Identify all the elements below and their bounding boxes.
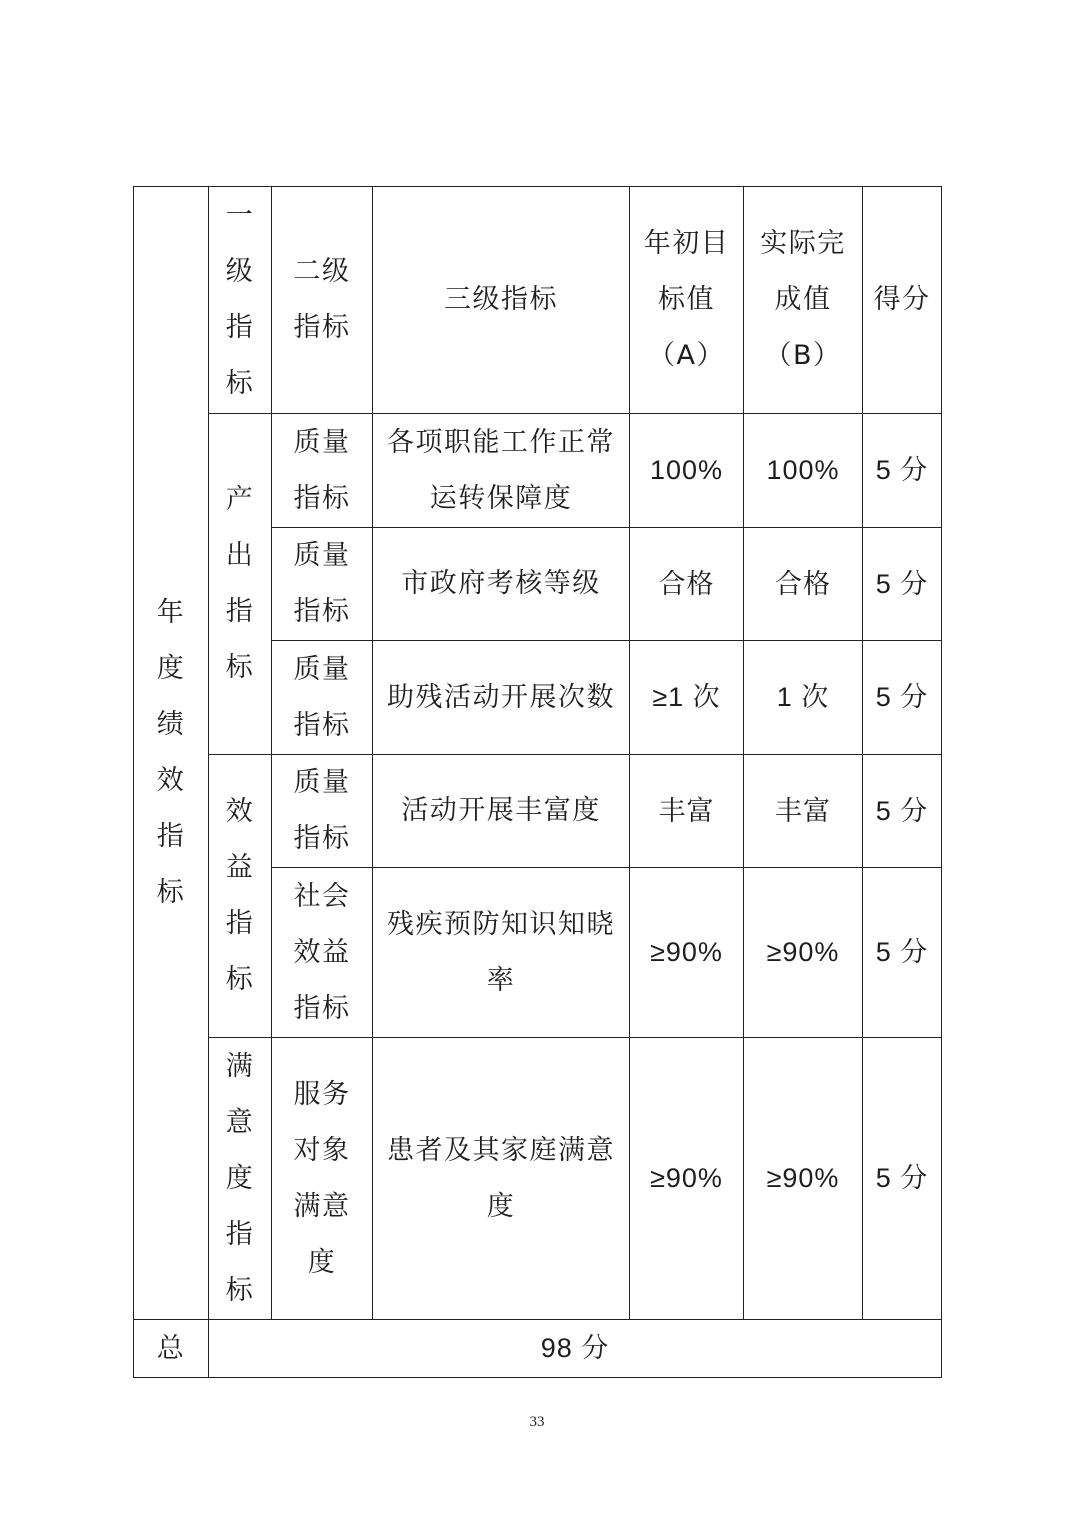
score-value: 5 分	[875, 937, 929, 967]
target-value: 100%	[649, 455, 724, 485]
level2-label: 服务对象满意度	[293, 1078, 351, 1278]
table-row	[134, 414, 942, 528]
level3-cell	[373, 641, 630, 755]
level2-label: 质量指标	[293, 426, 351, 514]
actual-cell	[744, 528, 863, 641]
group-level1-label: 产出指标	[225, 484, 255, 683]
level3-label: 助残活动开展次数	[387, 681, 615, 713]
total-value-cell	[209, 1320, 942, 1378]
side-label-cell	[134, 187, 209, 1320]
target-cell	[630, 1038, 744, 1320]
level3-cell	[373, 1038, 630, 1320]
table-row	[134, 755, 942, 868]
level3-cell	[373, 528, 630, 641]
level3-cell	[373, 414, 630, 528]
actual-cell	[744, 414, 863, 528]
actual-cell	[744, 868, 863, 1038]
table-row	[134, 1038, 942, 1320]
header-level3: 三级指标	[444, 284, 558, 316]
level2-cell	[272, 1038, 373, 1320]
level3-label: 市政府考核等级	[401, 568, 601, 600]
header-level3-cell	[373, 187, 630, 414]
score-cell	[863, 641, 942, 755]
actual-cell	[744, 641, 863, 755]
actual-value: ≥90%	[766, 1163, 840, 1193]
level3-cell	[373, 755, 630, 868]
level2-label: 质量指标	[293, 540, 351, 627]
group-satisfaction-level1-cell	[209, 1038, 272, 1320]
total-value: 98 分	[540, 1333, 610, 1363]
group-level1-label: 效益指标	[225, 796, 255, 995]
target-value: ≥90%	[650, 1163, 723, 1193]
level3-label: 各项职能工作正常运转保障度	[387, 426, 615, 514]
group-benefit-level1-cell	[209, 755, 272, 1038]
target-cell	[630, 868, 744, 1038]
actual-value: 合格	[775, 568, 831, 599]
score-cell	[863, 755, 942, 868]
target-value: 合格	[658, 568, 715, 599]
level2-cell	[272, 868, 373, 1038]
performance-indicator-table	[133, 186, 942, 1378]
actual-cell	[744, 1038, 863, 1320]
target-cell	[630, 641, 744, 755]
header-target-cell	[630, 187, 744, 414]
table-header-row	[134, 187, 942, 414]
group-level1-label: 满意度指标	[225, 1050, 255, 1306]
header-score-cell	[863, 187, 942, 414]
actual-value: 1 次	[776, 682, 830, 712]
header-actual: 实际完成值（B）	[760, 228, 846, 371]
level2-cell	[272, 528, 373, 641]
target-cell	[630, 414, 744, 528]
total-label-cell	[134, 1320, 209, 1378]
score-value: 5 分	[875, 795, 929, 826]
target-value: 丰富	[658, 795, 715, 826]
level3-cell	[373, 868, 630, 1038]
page-number: 33	[529, 1414, 545, 1430]
header-score: 得分	[873, 284, 931, 315]
level2-cell	[272, 414, 373, 528]
level2-label: 质量指标	[293, 767, 351, 854]
level2-cell	[272, 641, 373, 755]
target-cell	[630, 528, 744, 641]
level2-label: 社会效益指标	[293, 880, 351, 1024]
side-label: 年度绩效指标	[156, 597, 186, 908]
score-value: 5 分	[875, 568, 929, 599]
level3-label: 患者及其家庭满意度	[387, 1134, 615, 1222]
header-level2: 二级指标	[293, 256, 351, 343]
level3-label: 残疾预防知识知晓率	[387, 908, 615, 996]
score-cell	[863, 868, 942, 1038]
level3-label: 活动开展丰富度	[401, 795, 601, 827]
total-row	[134, 1320, 942, 1378]
header-level2-cell	[272, 187, 373, 414]
actual-value: 丰富	[775, 795, 831, 826]
score-value: 5 分	[875, 1163, 929, 1193]
total-label: 总	[156, 1332, 186, 1364]
target-value: ≥90%	[650, 937, 723, 967]
score-value: 5 分	[875, 455, 929, 485]
header-level1-cell	[209, 187, 272, 414]
level2-cell	[272, 755, 373, 868]
target-value: ≥1 次	[652, 682, 721, 712]
level2-label: 质量指标	[293, 653, 351, 741]
header-actual-cell	[744, 187, 863, 414]
header-target: 年初目标值（A）	[643, 228, 730, 371]
actual-cell	[744, 755, 863, 868]
actual-value: 100%	[766, 455, 840, 485]
target-cell	[630, 755, 744, 868]
score-value: 5 分	[875, 682, 929, 712]
score-cell	[863, 528, 942, 641]
header-level1: 一级指标	[225, 200, 255, 399]
score-cell	[863, 414, 942, 528]
score-cell	[863, 1038, 942, 1320]
group-output-level1-cell	[209, 414, 272, 755]
actual-value: ≥90%	[766, 937, 840, 967]
